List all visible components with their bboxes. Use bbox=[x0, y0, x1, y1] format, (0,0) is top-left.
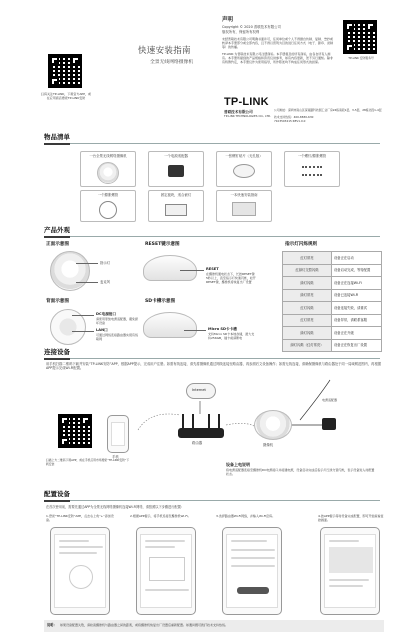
section-title-connect: 连接设备 bbox=[44, 348, 70, 356]
guide-image bbox=[232, 202, 256, 216]
led-state: 绿灯闪烁 bbox=[283, 327, 332, 340]
led-rule-row bbox=[283, 327, 382, 340]
led-state: 红绿灯交替闪烁 bbox=[283, 264, 332, 277]
package-item-sticker bbox=[216, 151, 272, 187]
reset-label: RESET bbox=[206, 267, 219, 271]
router-label: 路由器 bbox=[192, 441, 203, 445]
callout-line bbox=[76, 263, 98, 264]
section-rule bbox=[70, 358, 380, 359]
router-image bbox=[178, 414, 224, 438]
front-label-mic: 麦克风 bbox=[100, 280, 111, 284]
cover-qr-code bbox=[48, 54, 82, 88]
back-label-lan: LAN口 bbox=[96, 328, 108, 332]
led-meaning: 设备异常，请联系客服 bbox=[332, 314, 382, 327]
statement-line-1: Copyright © 2020 普联技术有限公司 bbox=[222, 25, 281, 29]
led-meaning: 设备正在恢复出厂设置 bbox=[332, 339, 382, 352]
led-meaning: 设备正在连接Wi-Fi bbox=[332, 277, 382, 290]
screws-image bbox=[302, 166, 322, 176]
package-item-label: 一个膨胀螺管 bbox=[97, 193, 119, 197]
led-meaning: 设备启动完成，等待配置 bbox=[332, 264, 382, 277]
package-item-label: 一个螺钉/膨胀螺管 bbox=[297, 154, 327, 158]
connect-camera bbox=[254, 410, 292, 440]
led-state: 红灯闪烁 bbox=[283, 302, 332, 315]
statement-line-3: 未经普联技术有限公司明确书面许可，任何单位或个人不得擅自仿制、复制、誊抄或转译本手册部分或全部内容，且不得以营利为目的进行任何方式（电子、影印、录制等）的传播。 bbox=[222, 37, 334, 50]
led-meaning: 设备已连接Wi-Fi bbox=[332, 289, 382, 302]
led-rule-row bbox=[283, 314, 382, 327]
section-bar bbox=[44, 358, 70, 360]
package-item-label: 一本快速安装指南 bbox=[230, 193, 258, 197]
callout-line bbox=[72, 331, 94, 332]
step-3-phone bbox=[222, 527, 282, 615]
callout-line bbox=[184, 330, 206, 331]
connect-phone-label: 手机 bbox=[112, 455, 119, 459]
connect-qr-code bbox=[58, 414, 92, 448]
package-item-label: 固定板块，适合嵌灯 bbox=[160, 193, 192, 197]
internet-label: Internet bbox=[192, 388, 206, 392]
power-adapter-image bbox=[322, 418, 336, 430]
step-4-text: 4.按APP提示等待设备完成配置，即可开始查看监控画面。 bbox=[318, 514, 384, 523]
company-name: 普联技术有限公司 bbox=[224, 110, 253, 114]
led-state: 绿灯闪烁（红灯常亮） bbox=[283, 339, 332, 352]
led-state: 绿灯闪烁 bbox=[283, 277, 332, 290]
connect-camera-label: 摄像机 bbox=[263, 443, 274, 447]
led-rule-row bbox=[283, 289, 382, 302]
sd-view-camera bbox=[143, 312, 197, 338]
led-rule-row bbox=[283, 339, 382, 352]
led-meaning: 设备正在启动 bbox=[332, 252, 382, 265]
section-bar bbox=[44, 143, 70, 145]
note-label: 说明： bbox=[47, 623, 57, 627]
package-item-anchor bbox=[80, 190, 136, 222]
connect-phone bbox=[107, 415, 129, 453]
cover-qr-caption: 扫码关注TP-LINK，下载官方APP，或在应用商店搜索TP-LINK安防 bbox=[40, 92, 92, 101]
step-1-text: 1.登录“TP-LINK安防”APP，点击右上角“+”添加设备。 bbox=[46, 514, 114, 523]
back-lan-desc: 可通过网线连接路由器实现有线联网 bbox=[96, 333, 139, 342]
sticker-image bbox=[233, 164, 255, 178]
led-rule-row bbox=[283, 252, 382, 265]
led-meaning: 设备连接失败，请重试 bbox=[332, 302, 382, 315]
statement-qr-caption: TP-LINK 安防服务号 bbox=[348, 56, 374, 60]
led-state: 红灯常亮 bbox=[283, 314, 332, 327]
section-bar bbox=[44, 500, 70, 502]
front-label-indicator: 指示灯 bbox=[100, 261, 111, 265]
cover-title: 快速安装指南 bbox=[138, 46, 191, 56]
led-meaning: 设备正在升级 bbox=[332, 327, 382, 340]
package-item-label: 一个电源适配器 bbox=[164, 154, 188, 158]
back-view-title: 背面示意图 bbox=[46, 299, 69, 304]
back-dc-desc: 请使用原装电源适配器，避免损坏设备 bbox=[96, 317, 139, 326]
package-item-bracket bbox=[148, 190, 204, 222]
statement-title: 声明 bbox=[222, 17, 234, 23]
address-line-3: 7103503215 REV1.0.0 bbox=[274, 119, 306, 123]
section-bar bbox=[44, 236, 70, 238]
callout-line bbox=[72, 315, 94, 316]
led-rule-row bbox=[283, 277, 382, 290]
callout-line bbox=[76, 282, 98, 283]
address-line-2: 技术支持热线：400-8830-630 bbox=[274, 115, 314, 119]
adapter-image bbox=[168, 165, 184, 177]
package-item-guide bbox=[216, 190, 272, 222]
reset-desc: 在摄像机通电状态下，长按RESET键5秒以上，直至指示灯快速闪烁，松开RESET键，摄像机将恢复出厂设置 bbox=[206, 272, 256, 285]
address-line-1: 公司地址：深圳市南山区深南路科技园工业厂房24栋南段1层、3-5层、28栋北段1-4层 bbox=[274, 108, 382, 112]
sd-desc: 支持Micro SD卡本地存储，最大支持256GB，插卡前请断电 bbox=[208, 332, 255, 341]
statement-qr-code bbox=[343, 20, 377, 54]
package-item-adapter bbox=[148, 151, 204, 187]
sd-label: Micro SD卡卡槽 bbox=[208, 327, 237, 331]
led-rule-row bbox=[283, 264, 382, 277]
step-3-text: 3.选择路由器Wi-Fi网络，并输入Wi-Fi密码。 bbox=[216, 514, 276, 518]
back-label-dc: DC电源接口 bbox=[96, 312, 116, 316]
led-rules-title: 指示灯闪烁规则 bbox=[285, 242, 318, 247]
section-rule bbox=[70, 236, 380, 237]
section-title-package: 物品清单 bbox=[44, 133, 70, 141]
led-state: 红灯常亮 bbox=[283, 252, 332, 265]
step-2-phone bbox=[136, 527, 196, 615]
reset-view-camera bbox=[143, 255, 197, 281]
section-rule bbox=[70, 500, 380, 501]
reset-view-title: RESET键示意图 bbox=[145, 242, 180, 247]
note-text: 如果设备配置失败，请检查摄像机与路由器之间的距离，或将摄像机恢复出厂设置后重新配置。如遇问题可拨打技术支持热线。 bbox=[60, 623, 229, 627]
led-rule-row bbox=[283, 302, 382, 315]
step-2-text: 2.根据APP提示，将手机连接至摄像机Wi-Fi。 bbox=[130, 514, 191, 518]
front-view-camera bbox=[50, 251, 90, 291]
statement-line-4: TP-LINK 为普联技术有限公司注册商标。本手册提及的所有商标，由各自所有人拥有。本手册所提到的产品规格和资讯仅供参考，如有内容更新，恕不另行通知。除非有特殊约定，本手册仅作为使用指导，所作陈述均不构成任何形式的担保。 bbox=[222, 52, 334, 65]
connect-qr-caption: 扫描上方二维码下载APP，或在手机应用市场搜索“TP-LINK安防”下载安装 bbox=[46, 458, 130, 466]
section-title-configure: 配置设备 bbox=[44, 490, 70, 498]
adapter-label: 电源适配器 bbox=[322, 398, 338, 402]
section-rule bbox=[70, 143, 380, 144]
company-name-en: TP-LINK TECHNOLOGIES CO., LTD. bbox=[224, 114, 272, 118]
statement-line-2: 版权所有，保留所有权利 bbox=[222, 30, 260, 34]
bracket-image bbox=[165, 204, 187, 216]
package-item-label: 一台全景无线网络摄像机 bbox=[89, 154, 127, 158]
package-item-screws bbox=[284, 151, 340, 187]
package-item-camera bbox=[80, 151, 136, 187]
cover-subtitle: 全景无线网络摄像机 bbox=[150, 60, 194, 65]
brand-logo: TP-LINK bbox=[224, 96, 269, 108]
power-text: 将电源适配器连接至摄像机DC电源接口并接通电源，设备启动完成后指示灯红绿交替闪烁，表示设备进入待配置状态。 bbox=[226, 468, 375, 477]
configure-intro: 在首次使用前，需要先通过APP为全景无线网络摄像机连接Wi-Fi网络，请按照以下步骤进行配置： bbox=[46, 505, 184, 509]
step-4-phone bbox=[320, 527, 380, 615]
section-title-appearance: 产品外观 bbox=[44, 226, 70, 234]
led-rules-table bbox=[282, 251, 382, 352]
led-state: 绿灯常亮 bbox=[283, 289, 332, 302]
camera-image bbox=[97, 162, 119, 184]
package-item-label: 一张螺钉贴片（无孔版） bbox=[225, 154, 263, 158]
sd-view-title: SD卡槽示意图 bbox=[145, 299, 176, 304]
step-1-phone bbox=[50, 527, 110, 615]
callout-line bbox=[180, 270, 204, 271]
connect-text: 用手机扫描二维码下载并安装“TP-LINK安防”APP，根据APP提示，完成用户注册。如需有线连接，请先将摄像机通过网线连接至路由器，再参照后文设备操作；如需无线连接，请确保摄像机与路由器处于同一局域网范围内，再根据APP提示完成Wi-Fi配置。 bbox=[46, 362, 382, 371]
power-title: 设备上电说明 bbox=[226, 462, 250, 467]
front-view-title: 正面示意图 bbox=[46, 242, 69, 247]
mount-plate-image bbox=[99, 201, 117, 219]
